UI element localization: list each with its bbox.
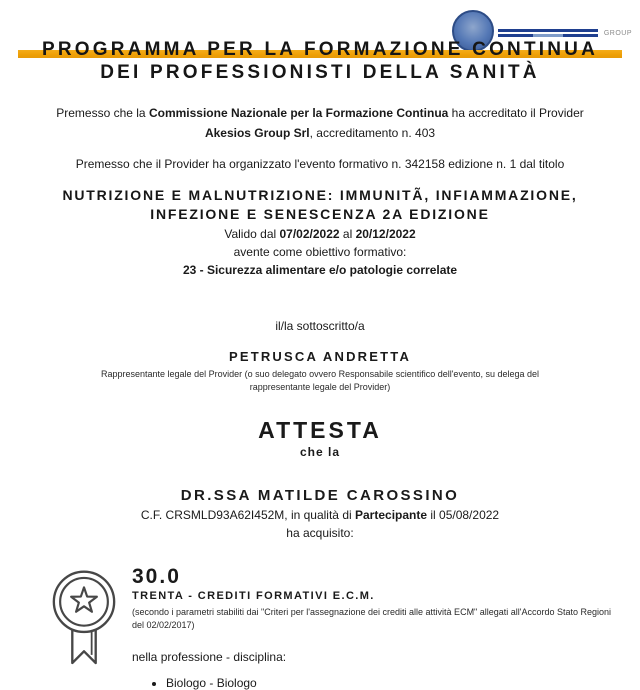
premise-accreditation <box>40 104 600 142</box>
attestation-verb: ATTESTA <box>258 417 382 444</box>
profession-list <box>132 676 624 690</box>
credits-value: 30.0 <box>132 565 181 589</box>
commission-name: Commissione Nazionale per la Formazione Continua <box>148 106 449 121</box>
event-title: NUTRIZIONE E MALNUTRIZIONE: IMMUNITÃ, INFIAMMAZIONE, INFEZIONE E SENESCENZA 2A EDIZIONE <box>62 186 578 222</box>
program-title-line1: PROGRAMMA PER LA FORMAZIONE CONTINUA <box>41 39 599 60</box>
certificate-content <box>0 38 640 690</box>
participation-date: il 05/08/2022 <box>427 508 500 523</box>
logo-stripe <box>498 34 598 37</box>
credits-note: (secondo i parametri stabiliti dai "Criteri per l'assegnazione dei crediti alle attività ECM" allegati all'Accordo Stato Regioni del 02/02/2017) <box>132 607 612 631</box>
credits-label: TRENTA - CREDITI FORMATIVI E.C.M. <box>132 590 375 603</box>
objective-intro: avente come obiettivo formativo: <box>233 244 407 259</box>
participant-role: Partecipante <box>355 508 428 523</box>
attestation-subject: che la <box>299 445 341 460</box>
profession-intro: nella professione - disciplina: <box>132 650 287 665</box>
validity-text: Valido dal <box>224 226 280 241</box>
signatory-role-note: Rappresentante legale del Provider (o suo delegato ovvero Responsabile scientifico dell'evento, su delega del rappresentante legale del Provider) <box>101 368 539 393</box>
program-title <box>0 38 640 84</box>
premise-text: Premesso che la <box>56 106 149 121</box>
program-title-line2: DEI PROFESSIONISTI DELLA SANITÀ <box>100 62 540 84</box>
validity-text: al <box>339 226 356 241</box>
logo-text-fragment: GROUP <box>603 30 632 37</box>
validity-start-date: 07/02/2022 <box>279 226 340 241</box>
logo-stripe <box>498 29 598 32</box>
validity-end-date: 20/12/2022 <box>355 226 416 241</box>
cf-text: C.F. CRSMLD93A62I452M, in qualità di <box>140 508 355 523</box>
profession-list-item <box>166 676 624 690</box>
certificate-page <box>0 30 640 690</box>
signatory-name: PETRUSCA ANDRETTA <box>228 348 412 364</box>
credits-details <box>132 566 624 690</box>
premise-text: ha accreditato il Provider <box>448 106 584 121</box>
provider-name: Akesios Group Srl <box>204 125 310 140</box>
participant-cf-line <box>0 508 640 522</box>
participant-name: DR.SSA MATILDE CAROSSINO <box>180 487 460 505</box>
premise-event: Premesso che il Provider ha organizzato l'evento formativo n. 342158 edizione n. 1 dal titolo <box>75 156 565 171</box>
profession-value: Biologo - Biologo <box>166 676 257 690</box>
signatory-intro: il/la sottoscritto/a <box>275 318 365 333</box>
acquired-intro: ha acquisito: <box>286 526 354 541</box>
event-validity <box>0 227 640 241</box>
credits-section <box>48 566 640 690</box>
accreditation-number: , accreditamento n. 403 <box>309 125 436 140</box>
objective-value: 23 - Sicurezza alimentare e/o patologie correlate <box>182 262 458 277</box>
award-medal-icon <box>48 566 120 675</box>
